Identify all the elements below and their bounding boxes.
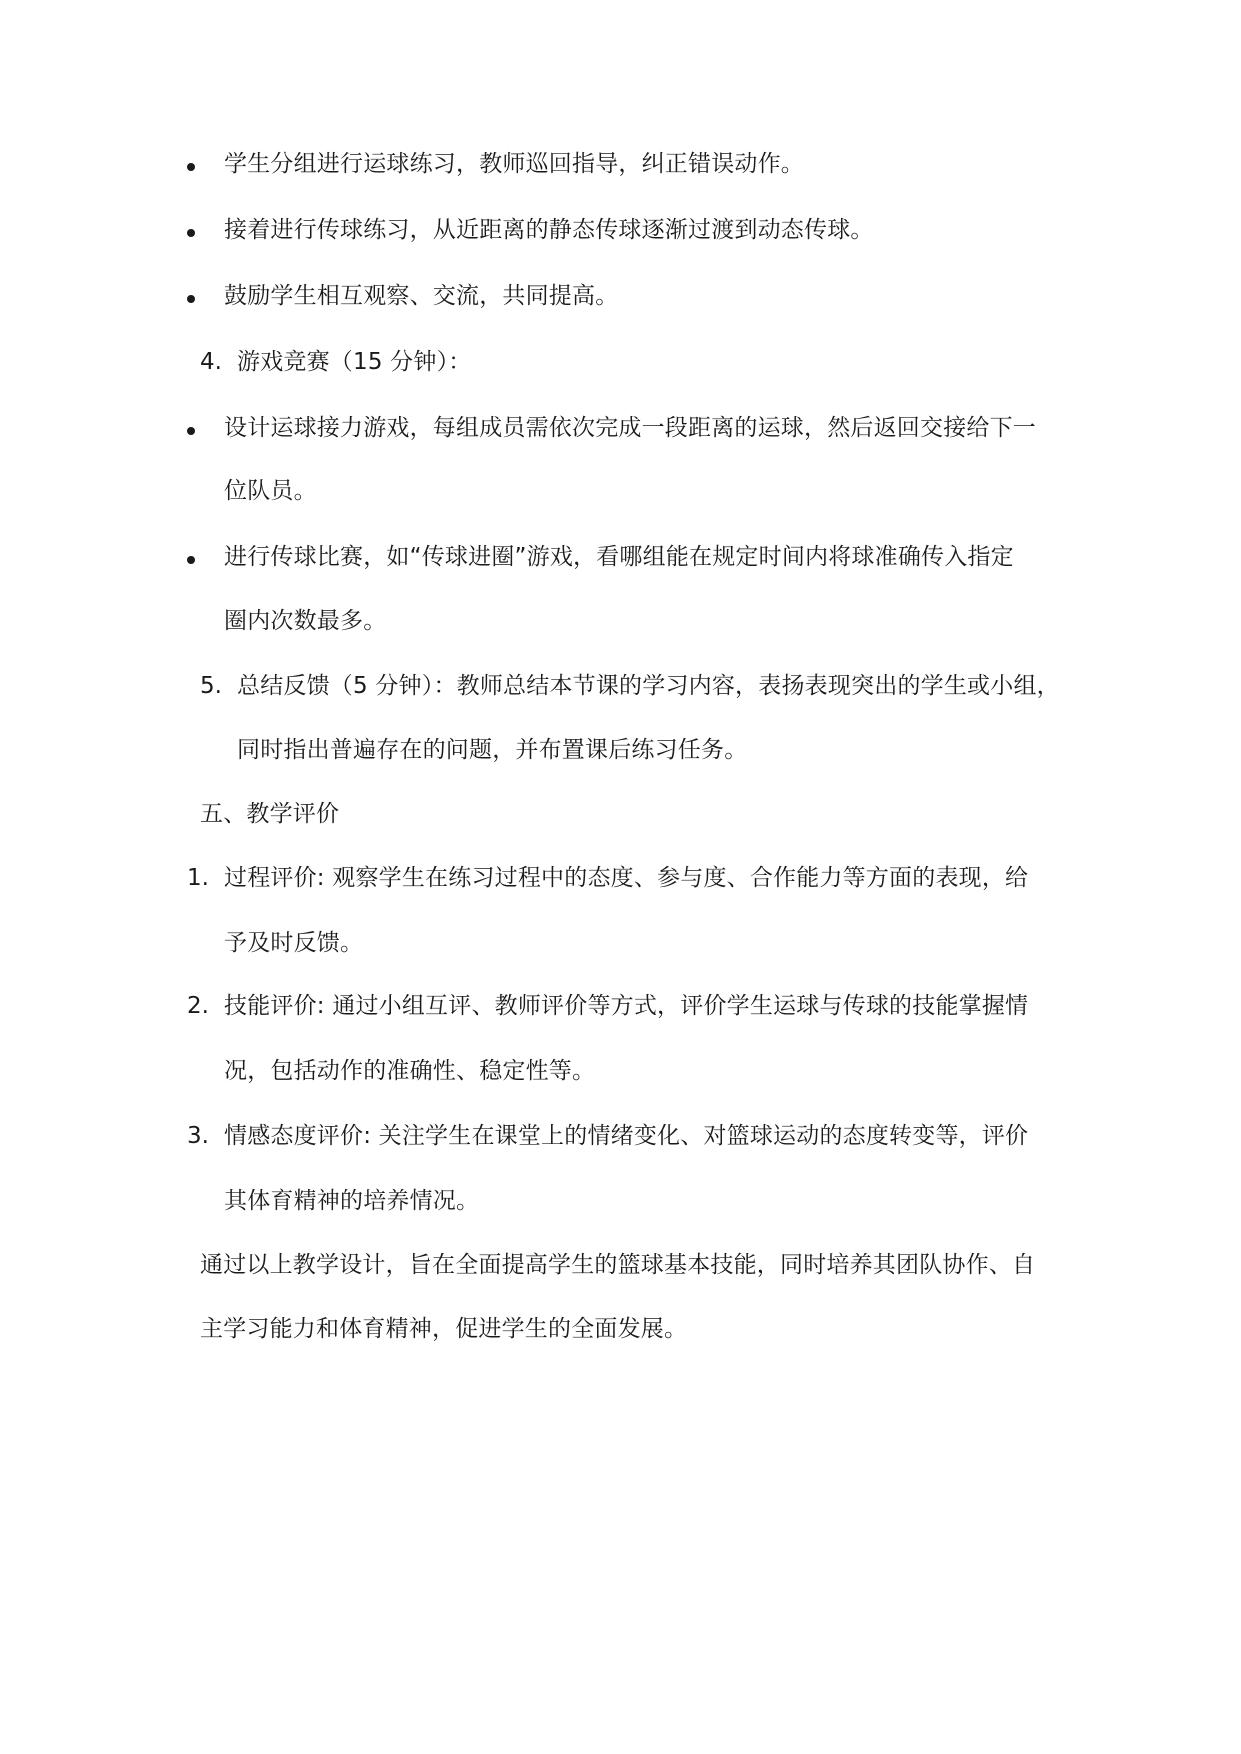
step-number: 5.	[200, 673, 222, 699]
eval-line1: 技能评价: 通过小组互评、教师评价等方式，评价学生运球与传球的技能掌握情	[224, 993, 1029, 1019]
eval-number: 2.	[187, 993, 209, 1019]
eval-line1: 情感态度评价: 关注学生在课堂上的情绪变化、对篮球运动的态度转变等，评价	[224, 1123, 1029, 1149]
bullet-item-line1: 设计运球接力游戏，每组成员需依次完成一段距离的运球，然后返回交接给下一	[224, 415, 1036, 441]
step-line1: 总结反馈（5 分钟）：教师总结本节课的学习内容，表扬表现突出的学生或小组，	[237, 673, 1060, 699]
bullet-item-line2: 圈内次数最多。	[224, 608, 387, 634]
eval-line2: 况，包括动作的准确性、稳定性等。	[224, 1058, 596, 1084]
step-number: 4.	[200, 349, 222, 375]
eval-line2: 其体育精神的培养情况。	[224, 1188, 480, 1214]
step-heading: 游戏竞赛（15 分钟）：	[237, 349, 472, 375]
bullet-dot	[187, 229, 195, 237]
step-line2: 同时指出普遍存在的问题，并布置课后练习任务。	[237, 737, 748, 763]
eval-line1: 过程评价: 观察学生在练习过程中的态度、参与度、合作能力等方面的表现，给	[224, 865, 1029, 891]
bullet-dot	[187, 427, 195, 435]
bullet-item: 鼓励学生相互观察、交流，共同提高。	[224, 283, 619, 309]
section-heading: 五、教学评价	[200, 801, 340, 827]
bullet-item-line1: 进行传球比赛，如“传球进圈”游戏，看哪组能在规定时间内将球准确传入指定	[224, 544, 1014, 570]
eval-line2: 予及时反馈。	[224, 930, 364, 956]
conclusion-line1: 通过以上教学设计，旨在全面提高学生的篮球基本技能，同时培养其团队协作、自	[200, 1252, 1036, 1278]
eval-number: 1.	[187, 865, 209, 891]
bullet-dot	[187, 295, 195, 303]
eval-number: 3.	[187, 1123, 209, 1149]
bullet-item: 学生分组进行运球练习，教师巡回指导，纠正错误动作。	[224, 151, 804, 177]
bullet-dot	[187, 163, 195, 171]
bullet-item-line2: 位队员。	[224, 478, 317, 504]
conclusion-line2: 主学习能力和体育精神，促进学生的全面发展。	[200, 1316, 688, 1342]
bullet-item: 接着进行传球练习，从近距离的静态传球逐渐过渡到动态传球。	[224, 217, 874, 243]
bullet-dot	[187, 556, 195, 564]
